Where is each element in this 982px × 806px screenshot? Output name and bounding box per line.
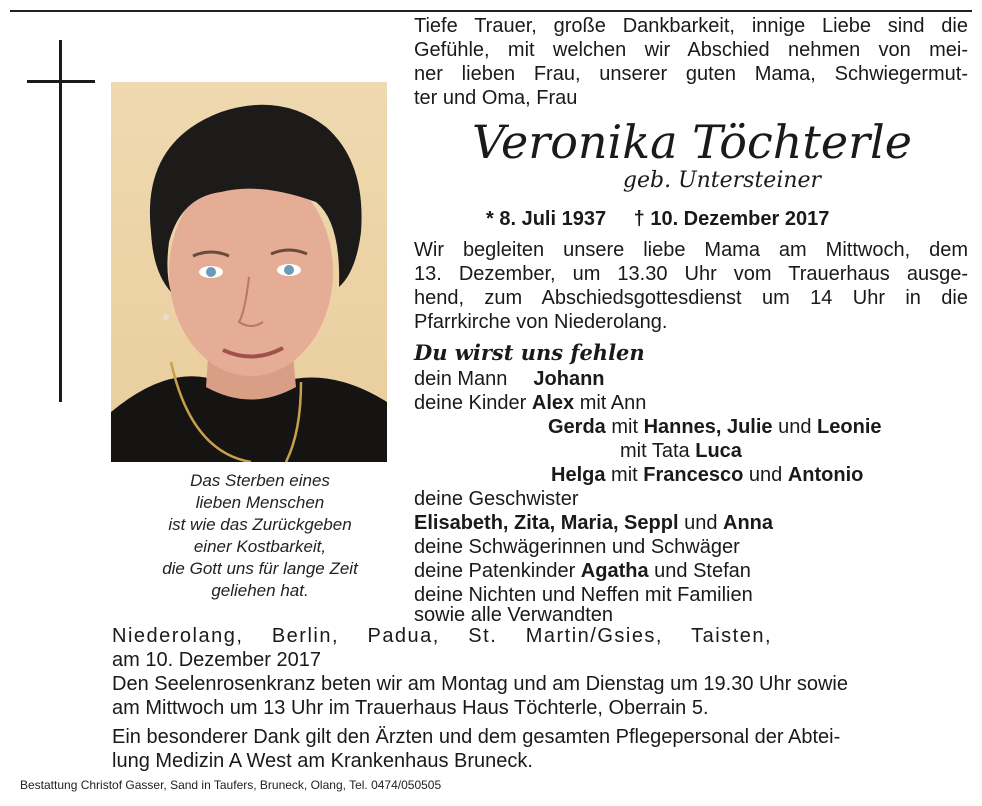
place-date: am 10. Dezember 2017 xyxy=(112,649,322,671)
funeral-text: Wir begleiten unsere liebe Mama am Mittwoch, dem 13. Dezember, um 13.30 Uhr vom Trauerhaus ausge- hend, zum Abschiedsgottesdienst um 14 Uhr in die Pfarrkirche von Niederolang. xyxy=(414,239,968,333)
family-siblings: Elisabeth, Zita, Maria, Seppl und Anna xyxy=(414,512,774,534)
life-dates xyxy=(486,206,851,232)
deceased-name: Veronika Töchterle xyxy=(472,115,912,169)
family-gerda-line2: mit Tata Luca xyxy=(620,440,742,462)
quote-block: Das Sterben eines lieben Menschen ist wie das Zurückgeben einer Kostbarkeit, die Gott uns für lange Zeit geliehen hat. xyxy=(162,471,358,600)
family-gerda: Gerda mit Hannes, Julie und Leonie xyxy=(548,416,882,438)
family-helga: Helga mit Francesco und Antonio xyxy=(551,464,864,486)
birth-date: * 8. Juli 1937 xyxy=(486,208,607,230)
rosary-text: Den Seelenrosenkranz beten wir am Montag und am Dienstag um 19.30 Uhr sowie am Mittwoch um 13 Uhr im Trauerhaus Haus Töchterle, Oberrain 5. xyxy=(112,673,848,719)
family-in-laws: deine Schwägerinnen und Schwäger xyxy=(414,536,740,558)
intro-text: Tiefe Trauer, große Dankbarkeit, innige Liebe sind die Gefühle, mit welchen wir Abschied nehmen von mei- ner lieben Frau, unserer guten Mama, Schwiegermut- ter und Oma, Frau xyxy=(414,15,968,109)
family-godchildren: deine Patenkinder Agatha und Stefan xyxy=(414,560,751,582)
death-date: † 10. Dezember 2017 xyxy=(633,208,830,230)
family-siblings-label: deine Geschwister xyxy=(414,488,579,510)
maiden-name: geb. Untersteiner xyxy=(622,168,822,193)
family-husband: dein Mann Johann xyxy=(414,368,605,390)
family-relatives: sowie alle Verwandten xyxy=(414,604,614,626)
family-children: deine Kinder Alex mit Ann xyxy=(414,392,647,414)
portrait-photo xyxy=(111,82,387,462)
miss-heading: Du wirst uns fehlen xyxy=(414,340,645,365)
thanks-text: Ein besonderer Dank gilt den Ärzten und dem gesamten Pflegepersonal der Abtei- lung Medizin A West am Krankenhaus Bruneck. xyxy=(112,726,841,772)
funeral-home-footer: Bestattung Christof Gasser, Sand in Taufers, Bruneck, Olang, Tel. 0474/050505 xyxy=(20,778,442,792)
family-nieces: deine Nichten und Neffen mit Familien xyxy=(414,584,753,606)
places-line: Niederolang, Berlin, Padua, St. Martin/Gsies, Taisten, xyxy=(112,625,772,647)
